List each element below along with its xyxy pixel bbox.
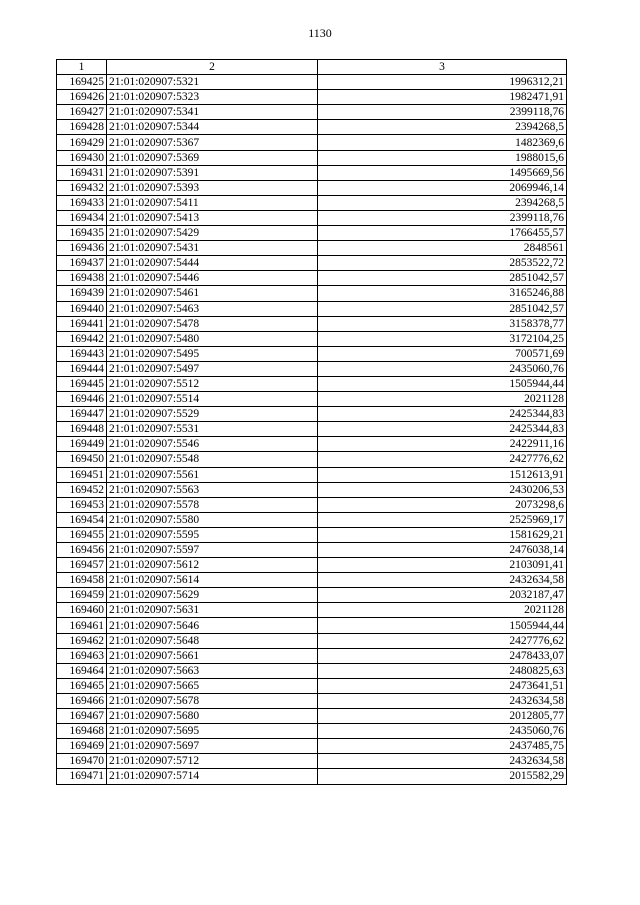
header-row <box>57 60 567 75</box>
table-row <box>57 271 567 286</box>
row-number-cell: 169447 <box>57 407 107 422</box>
table-row <box>57 256 567 271</box>
cadastral-number-cell: 21:01:020907:5665 <box>107 678 318 693</box>
row-number-cell: 169436 <box>57 241 107 256</box>
value-cell: 1581629,21 <box>318 527 567 542</box>
cadastral-number-cell: 21:01:020907:5678 <box>107 693 318 708</box>
cadastral-number-cell: 21:01:020907:5344 <box>107 120 318 135</box>
value-cell: 3172104,25 <box>318 331 567 346</box>
value-cell: 2021128 <box>318 603 567 618</box>
table-row <box>57 120 567 135</box>
row-number-cell: 169426 <box>57 90 107 105</box>
table-row <box>57 588 567 603</box>
table-row <box>57 316 567 331</box>
row-number-cell: 169427 <box>57 105 107 120</box>
table-row <box>57 724 567 739</box>
value-cell: 2432634,58 <box>318 573 567 588</box>
cadastral-number-cell: 21:01:020907:5480 <box>107 331 318 346</box>
row-number-cell: 169450 <box>57 452 107 467</box>
cadastral-number-cell: 21:01:020907:5429 <box>107 226 318 241</box>
cadastral-number-cell: 21:01:020907:5563 <box>107 482 318 497</box>
value-cell: 2103091,41 <box>318 558 567 573</box>
cadastral-number-cell: 21:01:020907:5323 <box>107 90 318 105</box>
table-row <box>57 573 567 588</box>
row-number-cell: 169446 <box>57 392 107 407</box>
table-row <box>57 603 567 618</box>
value-cell: 1512613,91 <box>318 467 567 482</box>
value-cell: 2073298,6 <box>318 497 567 512</box>
table-row <box>57 150 567 165</box>
row-number-cell: 169432 <box>57 180 107 195</box>
value-cell: 2476038,14 <box>318 543 567 558</box>
cadastral-number-cell: 21:01:020907:5367 <box>107 135 318 150</box>
table-row <box>57 165 567 180</box>
value-cell: 1982471,91 <box>318 90 567 105</box>
table-row <box>57 346 567 361</box>
row-number-cell: 169470 <box>57 754 107 769</box>
table-row <box>57 739 567 754</box>
row-number-cell: 169430 <box>57 150 107 165</box>
row-number-cell: 169460 <box>57 603 107 618</box>
cadastral-number-cell: 21:01:020907:5631 <box>107 603 318 618</box>
cadastral-number-cell: 21:01:020907:5446 <box>107 271 318 286</box>
cadastral-number-cell: 21:01:020907:5478 <box>107 316 318 331</box>
table-row <box>57 361 567 376</box>
row-number-cell: 169435 <box>57 226 107 241</box>
cadastral-number-cell: 21:01:020907:5512 <box>107 376 318 391</box>
value-cell: 2473641,51 <box>318 678 567 693</box>
row-number-cell: 169442 <box>57 331 107 346</box>
row-number-cell: 169469 <box>57 739 107 754</box>
cadastral-number-cell: 21:01:020907:5712 <box>107 754 318 769</box>
value-cell: 1996312,21 <box>318 75 567 90</box>
value-cell: 1505944,44 <box>318 376 567 391</box>
cadastral-number-cell: 21:01:020907:5614 <box>107 573 318 588</box>
row-number-cell: 169434 <box>57 210 107 225</box>
value-cell: 2430206,53 <box>318 482 567 497</box>
table-row <box>57 286 567 301</box>
row-number-cell: 169458 <box>57 573 107 588</box>
value-cell: 2480825,63 <box>318 663 567 678</box>
table-row <box>57 633 567 648</box>
value-cell: 2425344,83 <box>318 422 567 437</box>
cadastral-number-cell: 21:01:020907:5580 <box>107 512 318 527</box>
row-number-cell: 169454 <box>57 512 107 527</box>
value-cell: 2427776,62 <box>318 452 567 467</box>
row-number-cell: 169441 <box>57 316 107 331</box>
row-number-cell: 169465 <box>57 678 107 693</box>
table-row <box>57 75 567 90</box>
row-number-cell: 169467 <box>57 709 107 724</box>
cadastral-number-cell: 21:01:020907:5497 <box>107 361 318 376</box>
value-cell: 2853522,72 <box>318 256 567 271</box>
table-row <box>57 422 567 437</box>
table-row <box>57 195 567 210</box>
row-number-cell: 169462 <box>57 633 107 648</box>
row-number-cell: 169429 <box>57 135 107 150</box>
value-cell: 2394268,5 <box>318 195 567 210</box>
table-row <box>57 331 567 346</box>
cadastral-number-cell: 21:01:020907:5531 <box>107 422 318 437</box>
row-number-cell: 169451 <box>57 467 107 482</box>
table-row <box>57 437 567 452</box>
row-number-cell: 169456 <box>57 543 107 558</box>
cadastral-number-cell: 21:01:020907:5514 <box>107 392 318 407</box>
row-number-cell: 169440 <box>57 301 107 316</box>
row-number-cell: 169471 <box>57 769 107 784</box>
row-number-cell: 169445 <box>57 376 107 391</box>
table-row <box>57 618 567 633</box>
row-number-cell: 169457 <box>57 558 107 573</box>
table-row <box>57 482 567 497</box>
cadastral-number-cell: 21:01:020907:5648 <box>107 633 318 648</box>
table-row <box>57 392 567 407</box>
table-row <box>57 693 567 708</box>
row-number-cell: 169453 <box>57 497 107 512</box>
header-col-3: 3 <box>318 60 567 75</box>
row-number-cell: 169437 <box>57 256 107 271</box>
cadastral-number-cell: 21:01:020907:5595 <box>107 527 318 542</box>
table-row <box>57 527 567 542</box>
cadastral-number-cell: 21:01:020907:5714 <box>107 769 318 784</box>
row-number-cell: 169468 <box>57 724 107 739</box>
value-cell: 2069946,14 <box>318 180 567 195</box>
cadastral-number-cell: 21:01:020907:5597 <box>107 543 318 558</box>
header-col-2: 2 <box>107 60 318 75</box>
value-cell: 1505944,44 <box>318 618 567 633</box>
value-cell: 2848561 <box>318 241 567 256</box>
cadastral-number-cell: 21:01:020907:5444 <box>107 256 318 271</box>
table-row <box>57 301 567 316</box>
value-cell: 2394268,5 <box>318 120 567 135</box>
value-cell: 1482369,6 <box>318 135 567 150</box>
cadastral-number-cell: 21:01:020907:5548 <box>107 452 318 467</box>
cadastral-number-cell: 21:01:020907:5578 <box>107 497 318 512</box>
row-number-cell: 169455 <box>57 527 107 542</box>
row-number-cell: 169443 <box>57 346 107 361</box>
table-row <box>57 452 567 467</box>
cadastral-number-cell: 21:01:020907:5461 <box>107 286 318 301</box>
table-row <box>57 769 567 784</box>
value-cell: 2432634,58 <box>318 693 567 708</box>
table-row <box>57 754 567 769</box>
cadastral-number-cell: 21:01:020907:5629 <box>107 588 318 603</box>
row-number-cell: 169461 <box>57 618 107 633</box>
table-row <box>57 678 567 693</box>
table-row <box>57 497 567 512</box>
cadastral-number-cell: 21:01:020907:5413 <box>107 210 318 225</box>
row-number-cell: 169452 <box>57 482 107 497</box>
value-cell: 3165246,88 <box>318 286 567 301</box>
table-row <box>57 648 567 663</box>
value-cell: 2032187,47 <box>318 588 567 603</box>
value-cell: 2478433,07 <box>318 648 567 663</box>
cadastral-number-cell: 21:01:020907:5612 <box>107 558 318 573</box>
table-row <box>57 407 567 422</box>
row-number-cell: 169459 <box>57 588 107 603</box>
table-row <box>57 105 567 120</box>
row-number-cell: 169433 <box>57 195 107 210</box>
row-number-cell: 169431 <box>57 165 107 180</box>
header-col-1: 1 <box>57 60 107 75</box>
row-number-cell: 169438 <box>57 271 107 286</box>
row-number-cell: 169428 <box>57 120 107 135</box>
table-row <box>57 210 567 225</box>
table-row <box>57 663 567 678</box>
value-cell: 1988015,6 <box>318 150 567 165</box>
cadastral-number-cell: 21:01:020907:5341 <box>107 105 318 120</box>
table-row <box>57 376 567 391</box>
value-cell: 2399118,76 <box>318 105 567 120</box>
value-cell: 2851042,57 <box>318 301 567 316</box>
cadastral-number-cell: 21:01:020907:5411 <box>107 195 318 210</box>
row-number-cell: 169463 <box>57 648 107 663</box>
cadastral-number-cell: 21:01:020907:5680 <box>107 709 318 724</box>
cadastral-number-cell: 21:01:020907:5393 <box>107 180 318 195</box>
cadastral-number-cell: 21:01:020907:5561 <box>107 467 318 482</box>
table-row <box>57 90 567 105</box>
cadastral-number-cell: 21:01:020907:5463 <box>107 301 318 316</box>
table-row <box>57 226 567 241</box>
row-number-cell: 169448 <box>57 422 107 437</box>
cadastral-number-cell: 21:01:020907:5546 <box>107 437 318 452</box>
page-number: 1130 <box>308 26 332 40</box>
value-cell: 2427776,62 <box>318 633 567 648</box>
cadastral-number-cell: 21:01:020907:5646 <box>107 618 318 633</box>
value-cell: 2015582,29 <box>318 769 567 784</box>
table-row <box>57 512 567 527</box>
value-cell: 2399118,76 <box>318 210 567 225</box>
value-cell: 2437485,75 <box>318 739 567 754</box>
table-header <box>57 60 567 75</box>
cadastral-number-cell: 21:01:020907:5663 <box>107 663 318 678</box>
value-cell: 2435060,76 <box>318 724 567 739</box>
value-cell: 2525969,17 <box>318 512 567 527</box>
value-cell: 2432634,58 <box>318 754 567 769</box>
cadastral-number-cell: 21:01:020907:5431 <box>107 241 318 256</box>
row-number-cell: 169466 <box>57 693 107 708</box>
value-cell: 700571,69 <box>318 346 567 361</box>
cadastral-number-cell: 21:01:020907:5697 <box>107 739 318 754</box>
table-row <box>57 558 567 573</box>
cadastral-number-cell: 21:01:020907:5369 <box>107 150 318 165</box>
row-number-cell: 169439 <box>57 286 107 301</box>
value-cell: 2425344,83 <box>318 407 567 422</box>
table-row <box>57 135 567 150</box>
row-number-cell: 169449 <box>57 437 107 452</box>
value-cell: 3158378,77 <box>318 316 567 331</box>
value-cell: 2021128 <box>318 392 567 407</box>
cadastral-number-cell: 21:01:020907:5695 <box>107 724 318 739</box>
cadastral-number-cell: 21:01:020907:5661 <box>107 648 318 663</box>
table-body <box>57 75 567 784</box>
cadastral-number-cell: 21:01:020907:5529 <box>107 407 318 422</box>
table-row <box>57 709 567 724</box>
cadastral-number-cell: 21:01:020907:5495 <box>107 346 318 361</box>
value-cell: 2851042,57 <box>318 271 567 286</box>
value-cell: 2012805,77 <box>318 709 567 724</box>
value-cell: 1766455,57 <box>318 226 567 241</box>
row-number-cell: 169464 <box>57 663 107 678</box>
cadastral-number-cell: 21:01:020907:5321 <box>107 75 318 90</box>
row-number-cell: 169425 <box>57 75 107 90</box>
value-cell: 1495669,56 <box>318 165 567 180</box>
cadastral-number-cell: 21:01:020907:5391 <box>107 165 318 180</box>
value-cell: 2422911,16 <box>318 437 567 452</box>
row-number-cell: 169444 <box>57 361 107 376</box>
table-row <box>57 543 567 558</box>
table-row <box>57 241 567 256</box>
value-cell: 2435060,76 <box>318 361 567 376</box>
registry-table <box>56 59 567 785</box>
table-row <box>57 180 567 195</box>
table-row <box>57 467 567 482</box>
